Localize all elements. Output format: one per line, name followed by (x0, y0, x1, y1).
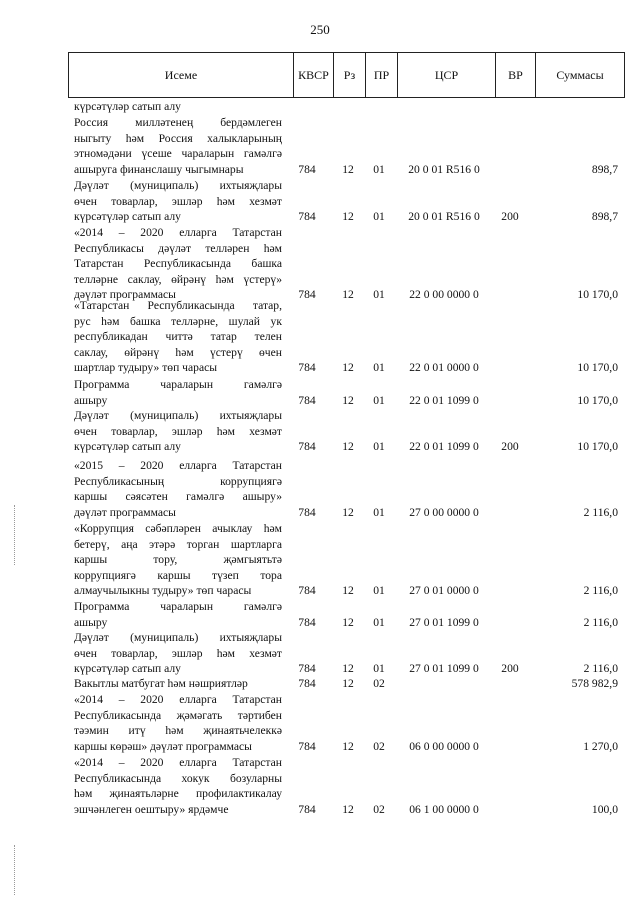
row-name (74, 521, 282, 599)
table-row (0, 377, 640, 408)
cell-kvsr: 784 (298, 739, 316, 753)
table-row (0, 408, 640, 455)
margin-mark (14, 845, 19, 895)
cell-pr: 01 (373, 440, 385, 453)
row-name (74, 99, 282, 115)
row-name (74, 115, 282, 177)
table-row (0, 692, 640, 754)
row-name-line: күрсәтүләр сатып алу (74, 100, 181, 113)
cell-pr: 01 (373, 361, 385, 374)
table-row (0, 99, 640, 115)
cell-csr: 22 0 00 0000 0 (409, 288, 479, 301)
cell-pr: 01 (373, 662, 385, 675)
cell-sum: 578 982,9 (571, 677, 618, 690)
table-row (0, 521, 640, 599)
cell-sum: 2 116,0 (583, 584, 618, 597)
table-row (0, 676, 640, 692)
row-name-line: рус һәм башка телләрне, шулай ук (74, 314, 282, 328)
cell-pr: 01 (373, 615, 385, 629)
header-sum: Суммасы (556, 67, 604, 82)
cell-csr: 22 0 01 1099 0 (409, 393, 479, 407)
cell-csr: 20 0 01 R516 0 (408, 210, 480, 223)
row-name (74, 458, 282, 520)
cell-csr: 27 0 00 0000 0 (409, 505, 479, 519)
row-name-line: ашыру (74, 615, 108, 629)
row-name-line: күрсәтүләр сатып алу (74, 440, 181, 453)
cell-csr: 27 0 01 0000 0 (409, 584, 479, 597)
row-name-line: Татарстан Республикасында башка (74, 257, 282, 270)
cell-vr: 200 (501, 662, 519, 675)
row-name-line: коррупциягә каршы түзеп тора (74, 568, 282, 582)
cell-rz: 12 (342, 739, 354, 753)
cell-vr: 200 (501, 440, 519, 453)
row-name-line: каршы сәясәтен гамәлгә ашыру» (74, 490, 282, 503)
cell-rz: 12 (342, 440, 354, 453)
table-row (0, 630, 640, 677)
header-kvsr: КВСР (294, 53, 334, 97)
table-row (0, 755, 640, 817)
row-name (74, 630, 282, 677)
cell-csr: 06 1 00 0000 0 (409, 802, 479, 816)
row-name-line: каршы көрәш» дәүләт программасы (74, 739, 252, 753)
cell-rz: 12 (342, 393, 354, 407)
cell-rz: 12 (342, 677, 354, 690)
row-name-line: Дәүләт (муниципаль) ихтыяҗлары (74, 179, 282, 192)
cell-sum: 10 170,0 (577, 361, 618, 374)
row-name-line: саклау, өйрәнү һәм үстерү өчен (74, 345, 282, 359)
cell-sum: 898,7 (591, 210, 618, 223)
table-row (0, 225, 640, 303)
row-name-line: шартлар тудыру» төп чарасы (74, 361, 218, 374)
cell-pr: 01 (373, 505, 385, 519)
row-name-line: өчен товарлар, эшләр һәм хезмәт (74, 424, 282, 438)
margin-mark (14, 505, 19, 565)
row-name-line: «Татарстан Республикасында татар, (74, 299, 282, 312)
cell-kvsr: 784 (298, 505, 316, 519)
row-name-line: алмаучылыкны тудыру» төп чарасы (74, 584, 252, 597)
cell-kvsr: 784 (298, 361, 316, 374)
cell-sum: 898,7 (591, 162, 618, 176)
cell-sum: 2 116,0 (583, 662, 618, 675)
cell-rz: 12 (342, 615, 354, 629)
row-name-line: ашыру (74, 393, 108, 407)
row-name-line: тәэмин итү һәм җинаятьчелеккә (74, 724, 282, 737)
cell-pr: 02 (373, 802, 385, 816)
row-name-line: этномәдәни үсеше чараларын гамәлгә (74, 147, 282, 160)
cell-csr: 06 0 00 0000 0 (409, 739, 479, 753)
row-name (74, 755, 282, 817)
cell-pr: 01 (373, 162, 385, 176)
row-name-line: каршы тору, җәмгыятьтә (74, 553, 282, 566)
row-name-line: Республикасында җәмәгать тәртибен (74, 708, 282, 722)
cell-sum: 1 270,0 (583, 739, 618, 753)
cell-rz: 12 (342, 288, 354, 301)
cell-vr: 200 (501, 210, 519, 223)
cell-sum: 100,0 (591, 802, 618, 816)
row-name-line: республикадан читтә татар телен (74, 330, 282, 343)
cell-pr: 01 (373, 393, 385, 407)
row-name (74, 408, 282, 455)
cell-rz: 12 (342, 802, 354, 816)
row-name-line: Россия милләтенең бердәмлеген (74, 116, 282, 129)
row-name-line: өчен товарлар, эшләр һәм хезмәт (74, 646, 282, 660)
row-name-line: «2015 – 2020 елларга Татарстан (74, 459, 282, 472)
cell-rz: 12 (342, 584, 354, 597)
header-vr: ВР (496, 53, 536, 97)
table-row (0, 458, 640, 520)
cell-csr: 20 0 01 R516 0 (408, 162, 480, 176)
row-name-line: Дәүләт (муниципаль) ихтыяҗлары (74, 631, 282, 644)
cell-kvsr: 784 (298, 210, 316, 223)
cell-kvsr: 784 (298, 615, 316, 629)
header-rz: Рз (334, 53, 366, 97)
table-row (0, 115, 640, 177)
row-name-line: һәм җинаятьләрне профилактикалау (74, 787, 282, 800)
cell-csr: 22 0 01 1099 0 (409, 440, 479, 453)
row-name-line: бетерү, аңа этәрә торган шартларга (74, 537, 282, 551)
cell-rz: 12 (342, 505, 354, 519)
row-name (74, 298, 282, 376)
row-name-line: күрсәтүләр сатып алу (74, 210, 181, 223)
cell-sum: 2 116,0 (583, 615, 618, 629)
cell-pr: 01 (373, 210, 385, 223)
row-name-line: «2014 – 2020 елларга Татарстан (74, 226, 282, 239)
cell-rz: 12 (342, 210, 354, 223)
table-header (68, 52, 625, 98)
cell-rz: 12 (342, 162, 354, 176)
cell-pr: 02 (373, 739, 385, 753)
table-row (0, 178, 640, 225)
row-name-line: Республикасының коррупциягә (74, 474, 282, 488)
row-name (74, 599, 282, 630)
row-name (74, 225, 282, 303)
cell-sum: 2 116,0 (583, 505, 618, 519)
row-name-line: ашыруга финанслашу чыгымнары (74, 162, 244, 176)
cell-kvsr: 784 (298, 440, 316, 453)
row-name-line: Вакытлы матбугат һәм нәшриятләр (74, 677, 248, 690)
header-name: Исеме (69, 53, 294, 97)
row-name (74, 178, 282, 225)
row-name-line: Программа чараларын гамәлгә (74, 378, 282, 391)
row-name-line: «2014 – 2020 елларга Татарстан (74, 693, 282, 706)
cell-kvsr: 784 (298, 393, 316, 407)
page-number: 250 (310, 22, 330, 37)
cell-kvsr: 784 (298, 802, 316, 816)
row-name-line: телләрне саклау, өйрәнү һәм үстерү» (74, 272, 282, 286)
cell-sum: 10 170,0 (577, 393, 618, 407)
row-name-line: Дәүләт (муниципаль) ихтыяҗлары (74, 409, 282, 422)
cell-kvsr: 784 (298, 662, 316, 675)
row-name-line: Программа чараларын гамәлгә (74, 600, 282, 613)
row-name (74, 692, 282, 754)
row-name-line: дәүләт программасы (74, 505, 176, 519)
row-name-line: ныгыту һәм Россия халыкларының (74, 131, 282, 145)
cell-rz: 12 (342, 662, 354, 675)
header-csr: ЦСР (398, 53, 496, 97)
cell-sum: 10 170,0 (577, 288, 618, 301)
row-name-line: эшчәнлеген оештыру» ярдәмче (74, 802, 229, 816)
row-name-line: «2014 – 2020 елларга Татарстан (74, 756, 282, 769)
cell-kvsr: 784 (298, 288, 316, 301)
cell-kvsr: 784 (298, 584, 316, 597)
row-name (74, 377, 282, 408)
cell-csr: 22 0 01 0000 0 (409, 361, 479, 374)
cell-kvsr: 784 (298, 677, 316, 690)
cell-pr: 02 (373, 677, 385, 690)
table-row (0, 298, 640, 376)
cell-csr: 27 0 01 1099 0 (409, 662, 479, 675)
table-row (0, 599, 640, 630)
cell-kvsr: 784 (298, 162, 316, 176)
row-name-line: күрсәтүләр сатып алу (74, 662, 181, 675)
cell-pr: 01 (373, 288, 385, 301)
cell-rz: 12 (342, 361, 354, 374)
cell-pr: 01 (373, 584, 385, 597)
row-name-line: дәүләт программасы (74, 288, 176, 301)
cell-csr: 27 0 01 1099 0 (409, 615, 479, 629)
row-name-line: «Коррупция сәбәпләрен ачыклау һәм (74, 522, 282, 535)
row-name-line: өчен товарлар, эшләр һәм хезмәт (74, 194, 282, 208)
cell-sum: 10 170,0 (577, 440, 618, 453)
header-pr: ПР (366, 53, 398, 97)
row-name-line: Республикасында хокук бозуларны (74, 771, 282, 785)
row-name-line: Республикасы дәүләт телләрен һәм (74, 241, 282, 255)
row-name (74, 676, 282, 692)
